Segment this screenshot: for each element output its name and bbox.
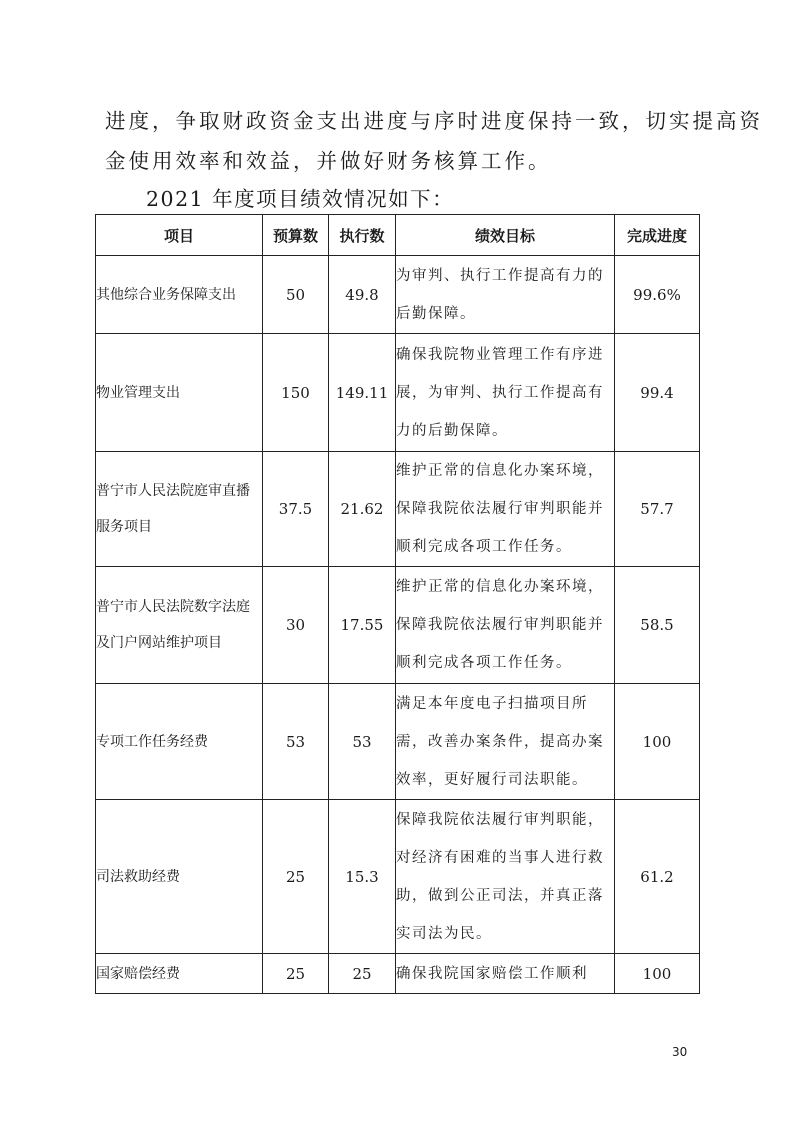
budget-value: 37.5	[263, 452, 329, 567]
performance-table	[95, 214, 700, 994]
project-name: 普宁市人民法院数字法庭及门户网站维护项目	[96, 567, 263, 684]
budget-value: 25	[263, 800, 329, 954]
project-name: 物业管理支出	[96, 334, 263, 452]
table-row	[96, 452, 700, 567]
header-project: 项目	[96, 215, 263, 256]
header-executed: 执行数	[329, 215, 396, 256]
table-header-row	[96, 215, 700, 256]
project-name: 普宁市人民法院庭审直播服务项目	[96, 452, 263, 567]
table-row	[96, 954, 700, 994]
budget-value: 150	[263, 334, 329, 452]
table-row	[96, 567, 700, 684]
executed-value: 25	[329, 954, 396, 994]
table-intro: 2021 年度项目绩效情况如下：	[146, 187, 455, 211]
executed-value: 149.11	[329, 334, 396, 452]
executed-value: 15.3	[329, 800, 396, 954]
performance-goal: 确保我院物业管理工作有序进展，为审判、执行工作提高有力的后勤保障。	[396, 334, 615, 452]
header-progress: 完成进度	[615, 215, 700, 256]
performance-goal: 确保我院国家赔偿工作顺利	[396, 954, 615, 994]
header-goal: 绩效目标	[396, 215, 615, 256]
table-row	[96, 800, 700, 954]
progress-value: 100	[615, 684, 700, 800]
budget-value: 30	[263, 567, 329, 684]
project-name: 司法救助经费	[96, 800, 263, 954]
table-row	[96, 256, 700, 334]
project-name: 其他综合业务保障支出	[96, 256, 263, 334]
budget-value: 50	[263, 256, 329, 334]
table-row	[96, 684, 700, 800]
paragraph-line-1: 进度，争取财政资金支出进度与序时进度保持一致，切实提高资	[105, 109, 763, 133]
paragraph-line-2: 金使用效率和效益，并做好财务核算工作。	[105, 149, 552, 173]
performance-goal: 维护正常的信息化办案环境，保障我院依法履行审判职能并顺利完成各项工作任务。	[396, 567, 615, 684]
performance-goal: 保障我院依法履行审判职能，对经济有困难的当事人进行救助，做到公正司法，并真正落实司法为民。	[396, 800, 615, 954]
executed-value: 17.55	[329, 567, 396, 684]
executed-value: 49.8	[329, 256, 396, 334]
progress-value: 61.2	[615, 800, 700, 954]
progress-value: 99.4	[615, 334, 700, 452]
executed-value: 53	[329, 684, 396, 800]
budget-value: 53	[263, 684, 329, 800]
budget-value: 25	[263, 954, 329, 994]
header-budget: 预算数	[263, 215, 329, 256]
executed-value: 21.62	[329, 452, 396, 567]
progress-value: 58.5	[615, 567, 700, 684]
performance-goal: 为审判、执行工作提高有力的后勤保障。	[396, 256, 615, 334]
progress-value: 57.7	[615, 452, 700, 567]
progress-value: 99.6%	[615, 256, 700, 334]
performance-goal: 满足本年度电子扫描项目所需，改善办案条件，提高办案效率，更好履行司法职能。	[396, 684, 615, 800]
page-number: 30	[672, 1045, 688, 1059]
project-name: 国家赔偿经费	[96, 954, 263, 994]
performance-goal: 维护正常的信息化办案环境，保障我院依法履行审判职能并顺利完成各项工作任务。	[396, 452, 615, 567]
table-row	[96, 334, 700, 452]
progress-value: 100	[615, 954, 700, 994]
project-name: 专项工作任务经费	[96, 684, 263, 800]
